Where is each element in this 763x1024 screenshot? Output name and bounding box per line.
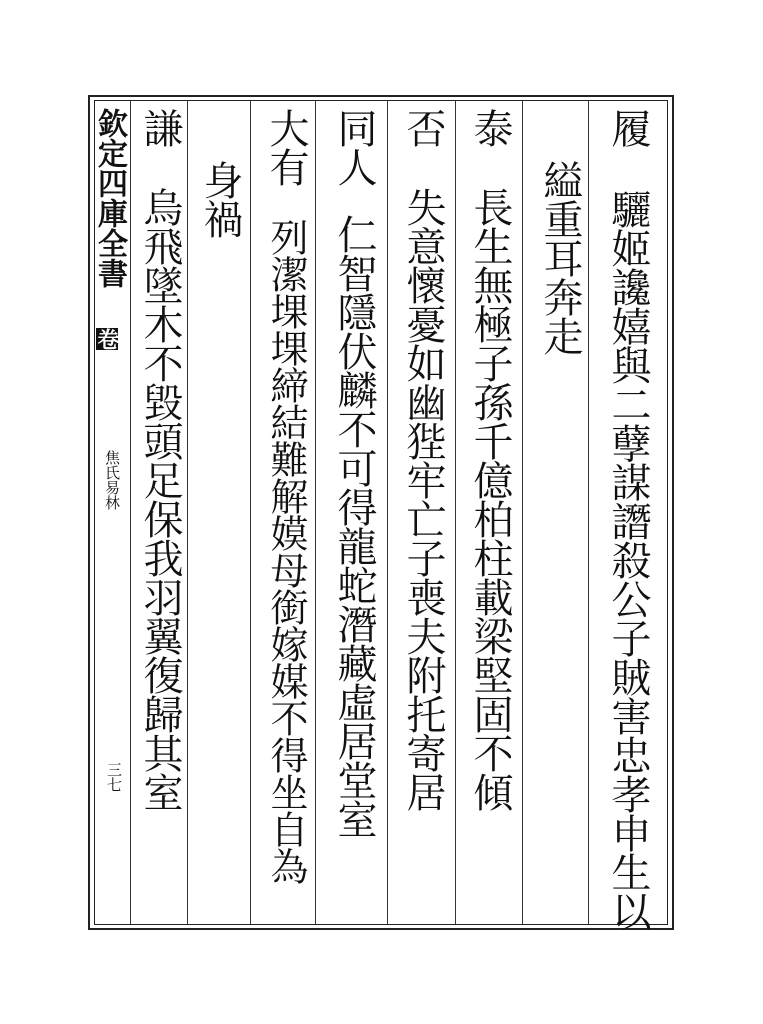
verse-text: 身禍 [197, 160, 243, 238]
column-rule [315, 100, 316, 925]
hexagram-heading: 泰 [467, 108, 513, 147]
page-number: 三七 [105, 762, 123, 792]
text-column-dayou-continuation [192, 160, 248, 238]
column-rule [250, 100, 251, 925]
verse-text: 失意懷憂如幽狴牢亡子喪夫附托寄居 [400, 187, 446, 811]
text-column-lu [600, 108, 656, 930]
verse-text: 長生無極子孫千億柏柱載梁堅固不傾 [467, 187, 513, 811]
hexagram-heading: 大有 [263, 108, 309, 186]
column-rule [455, 100, 456, 925]
gutter-rule [130, 100, 131, 925]
verse-text: 列潔堁堁締結難解嫫母銜嫁媒不得坐自為 [264, 218, 308, 884]
hexagram-heading: 否 [400, 108, 446, 147]
column-rule [522, 100, 523, 925]
book-title: 欽定四庫全書 [92, 108, 127, 288]
work-title: 焦氏易林 [103, 450, 121, 510]
verse-text: 仁智隱伏麟不可得龍蛇潛藏虛居堂室 [331, 214, 377, 838]
text-column-pi [395, 108, 451, 811]
volume-marker: 卷 [94, 328, 120, 350]
hexagram-heading: 履 [605, 108, 651, 147]
margin-gutter [94, 100, 130, 925]
column-rule [387, 100, 388, 925]
verse-text: 烏飛墜木不毀頭足保我羽翼復歸其室 [137, 187, 183, 811]
text-column-tai [462, 108, 518, 811]
text-column-dayou [258, 108, 314, 884]
verse-text: 驪姬讒嬉與二孽謀譖殺公子賊害忠孝申生以 [605, 189, 651, 930]
text-column-tongren [326, 108, 382, 838]
hexagram-heading: 同人 [331, 108, 377, 186]
text-column-lu-continuation [532, 160, 588, 355]
column-rule [588, 100, 589, 925]
verse-text: 縊重耳奔走 [537, 160, 583, 355]
hexagram-heading: 謙 [137, 108, 183, 147]
text-column-qian [132, 108, 188, 811]
